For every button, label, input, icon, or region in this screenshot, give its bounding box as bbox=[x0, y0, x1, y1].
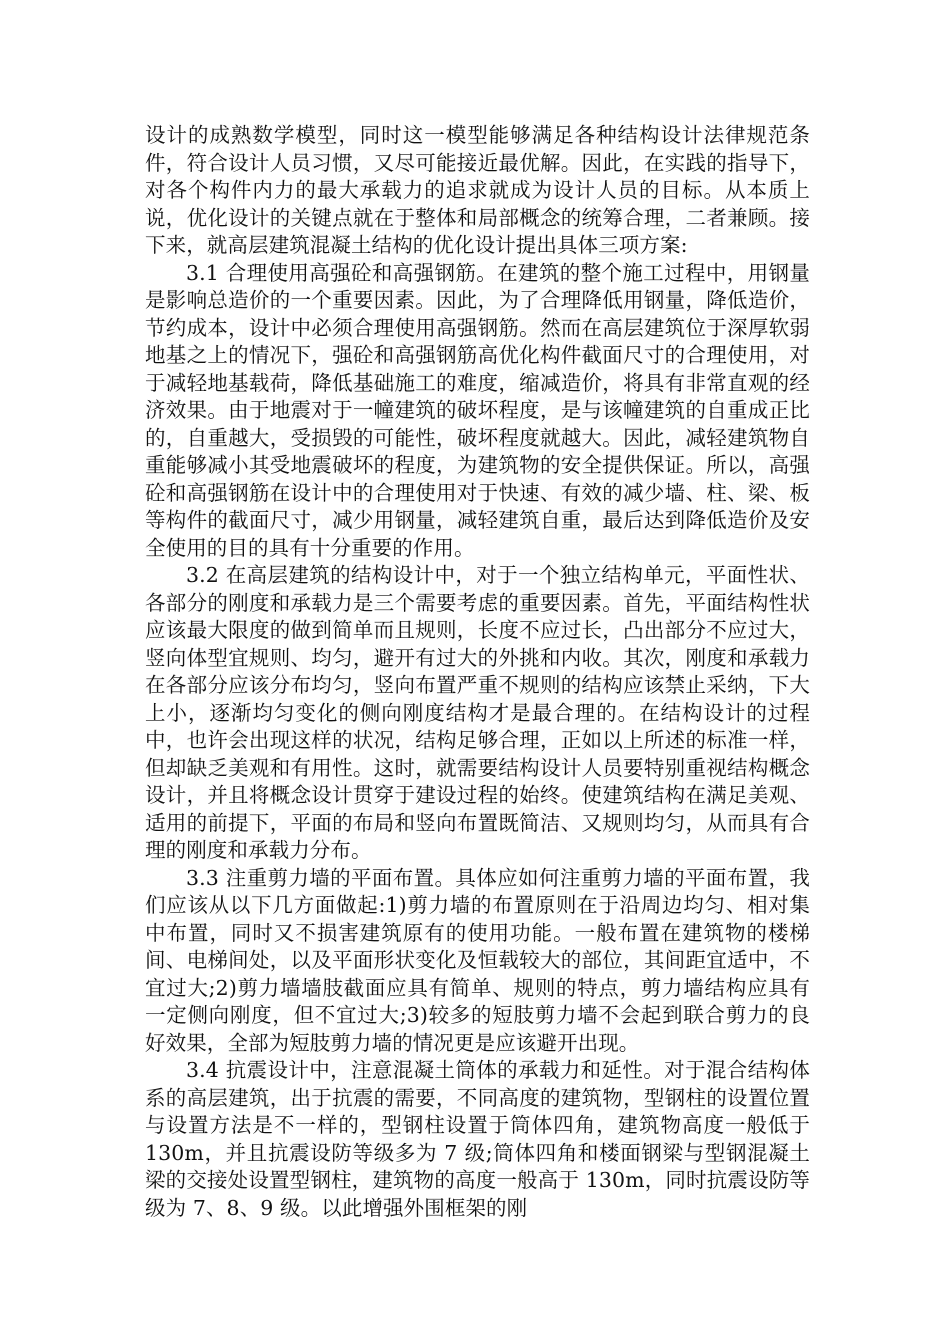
paragraph-intro-continuation: 设计的成熟数学模型，同时这一模型能够满足各种结构设计法律规范条件，符合设计人员习惯，又尽可能接近最优解。因此，在实践的指导下，对各个构件内力的最大承载力的追求就成为设计人员的目标。从本质上说，优化设计的关键点就在于整体和局部概念的统筹合理，二者兼顾。接下来，就高层建筑混凝土结构的优化设计提出具体三项方案: bbox=[145, 123, 810, 257]
paragraph-3-3: 3.3 注重剪力墙的平面布置。具体应如何注重剪力墙的平面布置，我们应该从以下几方面做起:1)剪力墙的布置原则在于沿周边均匀、相对集中布置，同时又不损害建筑原有的使用功能。一般布置在建筑物的楼梯间、电梯间处，以及平面形状变化及恒载较大的部位，其间距宜适中，不宜过大;2)剪力墙墙肢截面应具有简单、规则的特点，剪力墙结构应具有一定侧向刚度，但不宜过大;3)较多的短肢剪力墙不会起到联合剪力的良好效果，全部为短肢剪力墙的情况更是应该避开出现。 bbox=[145, 865, 810, 1055]
body-text bbox=[145, 122, 810, 1222]
paragraph-3-4: 3.4 抗震设计中，注意混凝土筒体的承载力和延性。对于混合结构体系的高层建筑，出于抗震的需要，不同高度的建筑物，型钢柱的设置位置与设置方法是不一样的，型钢柱设置于筒体四角，建筑物高度一般低于 130m，并且抗震设防等级多为 7 级;筒体四角和楼面钢梁与型钢混凝土梁的交接处设置型钢柱，建筑物的高度一般高于 130m，同时抗震设防等级为 7、8、9 级。以此增强外围框架的刚 bbox=[145, 1058, 810, 1220]
paragraph-3-2: 3.2 在高层建筑的结构设计中，对于一个独立结构单元，平面性状、各部分的刚度和承载力是三个需要考虑的重要因素。首先，平面结构性状应该最大限度的做到简单而且规则，长度不应过长，凸出部分不应过大，竖向体型宜规则、均匀，避开有过大的外挑和内收。其次，刚度和承载力在各部分应该分布均匀，竖向布置严重不规则的结构应该禁止采纳，下大上小，逐渐均匀变化的侧向刚度结构才是最合理的。在结构设计的过程中，也许会出现这样的状况，结构足够合理，正如以上所述的标准一样，但却缺乏美观和有用性。这时，就需要结构设计人员要特别重视结构概念设计，并且将概念设计贯穿于建设过程的始终。使建筑结构在满足美观、适用的前提下，平面的布局和竖向布置既简洁、又规则均匀，从而具有合理的刚度和承载力分布。 bbox=[145, 563, 810, 862]
paragraph-3-1: 3.1 合理使用高强砼和高强钢筋。在建筑的整个施工过程中，用钢量是影响总造价的一个重要因素。因此，为了合理降低用钢量，降低造价，节约成本，设计中必须合理使用高强钢筋。然而在高层建筑位于深厚软弱地基之上的情况下，强砼和高强钢筋高优化构件截面尺寸的合理使用，对于减轻地基载荷，降低基础施工的难度，缩减造价，将具有非常直观的经济效果。由于地震对于一幢建筑的破坏程度，是与该幢建筑的自重成正比的，自重越大，受损毁的可能性，破坏程度就越大。因此，减轻建筑物自重能够减小其受地震破坏的程度，为建筑物的安全提供保证。所以，高强砼和高强钢筋在设计中的合理使用对于快速、有效的减少墙、柱、梁、板等构件的截面尺寸，减少用钢量，减轻建筑自重，最后达到降低造价及安全使用的目的具有十分重要的作用。 bbox=[145, 260, 810, 560]
